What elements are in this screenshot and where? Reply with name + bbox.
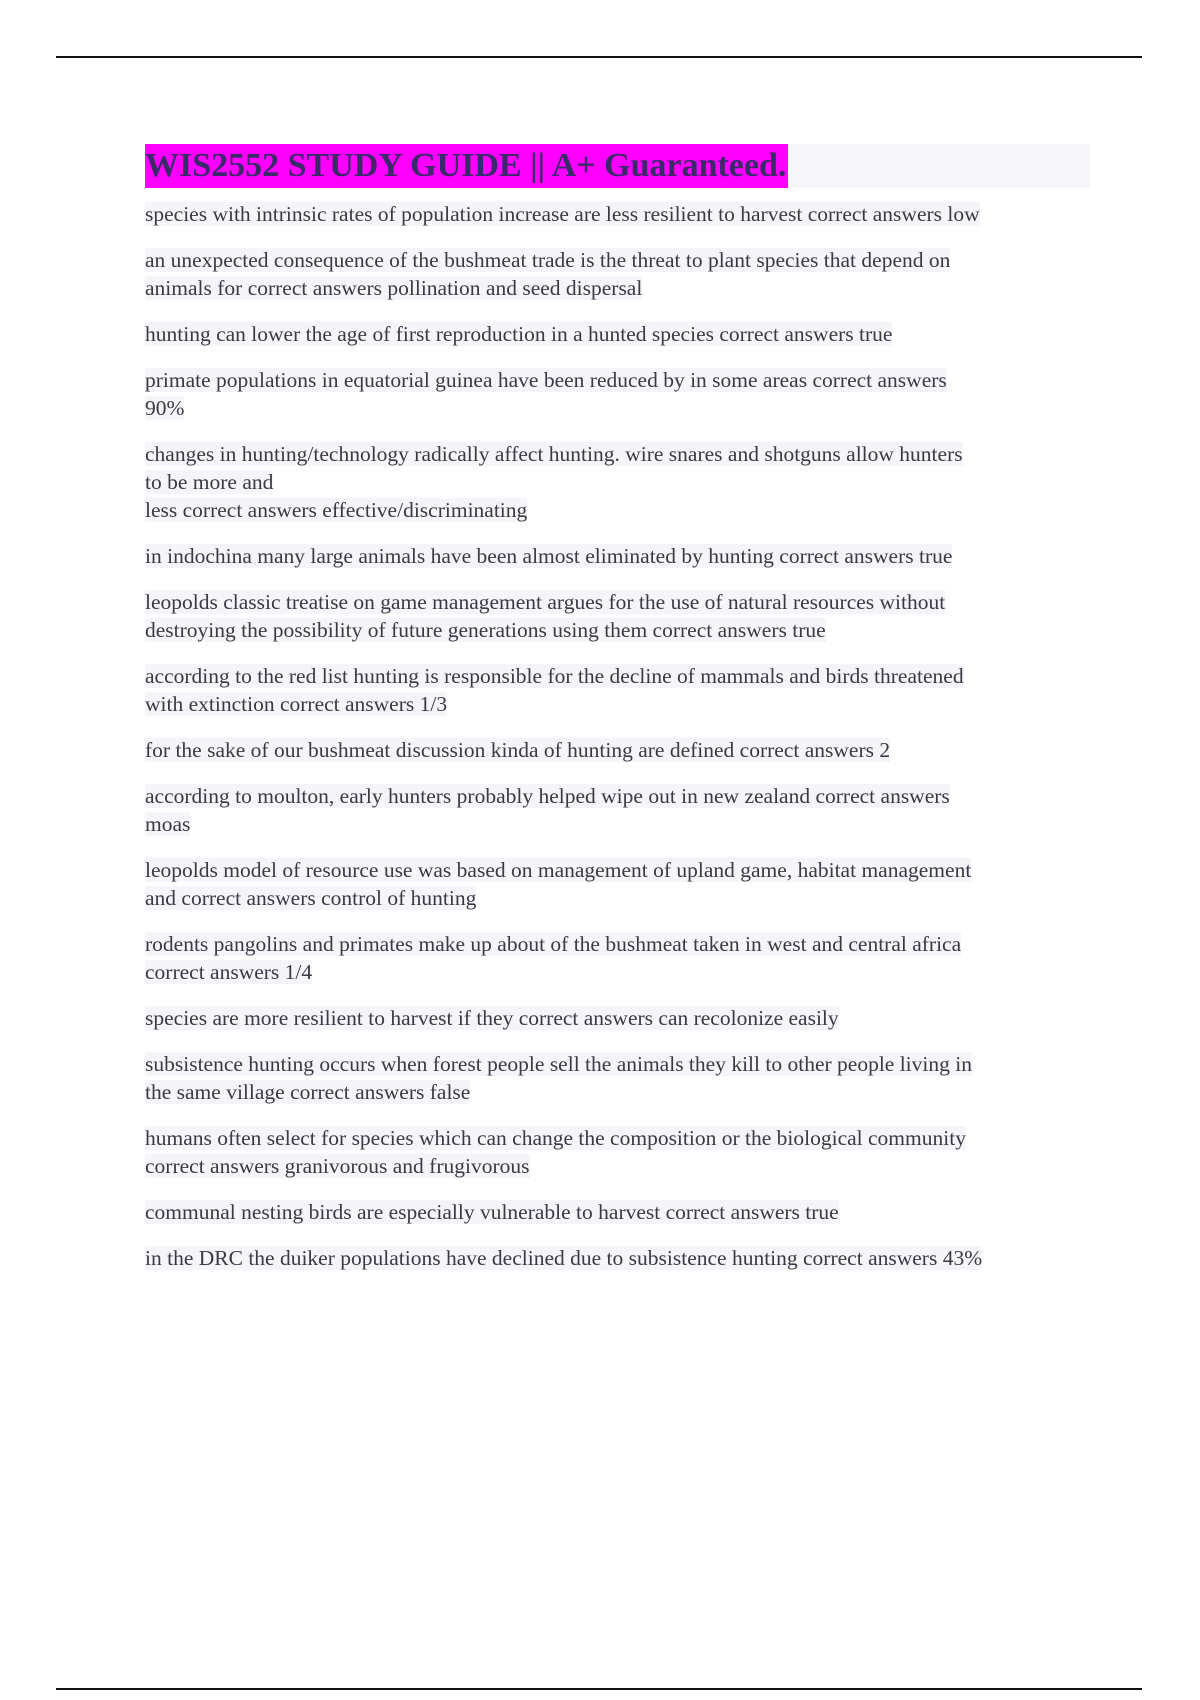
title-bar [145,144,1090,188]
list-item [145,200,1090,228]
question-answer-text: subsistence hunting occurs when forest people sell the animals they kill to other people living in the same village correct answers false [145,1052,972,1104]
list-item [145,1124,1090,1180]
question-answer-text: primate populations in equatorial guinea have been reduced by in some areas correct answers 90% [145,368,947,420]
list-item [145,320,1090,348]
question-answer-text: in indochina many large animals have been almost eliminated by hunting correct answers true [145,544,953,568]
question-answer-text: species with intrinsic rates of population increase are less resilient to harvest correct answers low [145,202,980,226]
question-answer-text: leopolds model of resource use was based on management of upland game, habitat management and correct answers control of hunting [145,858,972,910]
question-answer-text: an unexpected consequence of the bushmeat trade is the threat to plant species that depend on animals for correct answers pollination and seed dispersal [145,248,951,300]
question-answer-text: leopolds classic treatise on game management argues for the use of natural resources without destroying the possibility of future generations using them correct answers true [145,590,946,642]
question-answer-text: in the DRC the duiker populations have declined due to subsistence hunting correct answers 43% [145,1246,983,1270]
question-answer-text: according to the red list hunting is responsible for the decline of mammals and birds threatened with extinction correct answers 1/3 [145,664,964,716]
question-answer-text: for the sake of our bushmeat discussion kinda of hunting are defined correct answers 2 [145,738,891,762]
bottom-rule [56,1688,1142,1690]
question-answer-text: changes in hunting/technology radically affect hunting. wire snares and shotguns allow hunters to be more and less correct answers effective/discriminating [145,442,963,522]
document-title: WIS2552 STUDY GUIDE || A+ Guaranteed. [145,144,788,188]
question-answer-text: communal nesting birds are especially vulnerable to harvest correct answers true [145,1200,839,1224]
list-item [145,588,1090,644]
list-item [145,366,1090,422]
list-item [145,782,1090,838]
top-rule [56,56,1142,58]
list-item [145,1244,1090,1272]
question-list [145,200,1090,1272]
question-answer-text: species are more resilient to harvest if they correct answers can recolonize easily [145,1006,839,1030]
list-item [145,246,1090,302]
question-answer-text: rodents pangolins and primates make up about of the bushmeat taken in west and central africa correct answers 1/4 [145,932,962,984]
list-item [145,856,1090,912]
list-item [145,1004,1090,1032]
list-item [145,1198,1090,1226]
question-answer-text: hunting can lower the age of first reproduction in a hunted species correct answers true [145,322,893,346]
list-item [145,542,1090,570]
list-item [145,440,1090,524]
list-item [145,1050,1090,1106]
question-answer-text: humans often select for species which can change the composition or the biological community correct answers granivorous and frugivorous [145,1126,966,1178]
list-item [145,736,1090,764]
document-body [145,144,1090,1290]
list-item [145,930,1090,986]
question-answer-text: according to moulton, early hunters probably helped wipe out in new zealand correct answers moas [145,784,950,836]
list-item [145,662,1090,718]
